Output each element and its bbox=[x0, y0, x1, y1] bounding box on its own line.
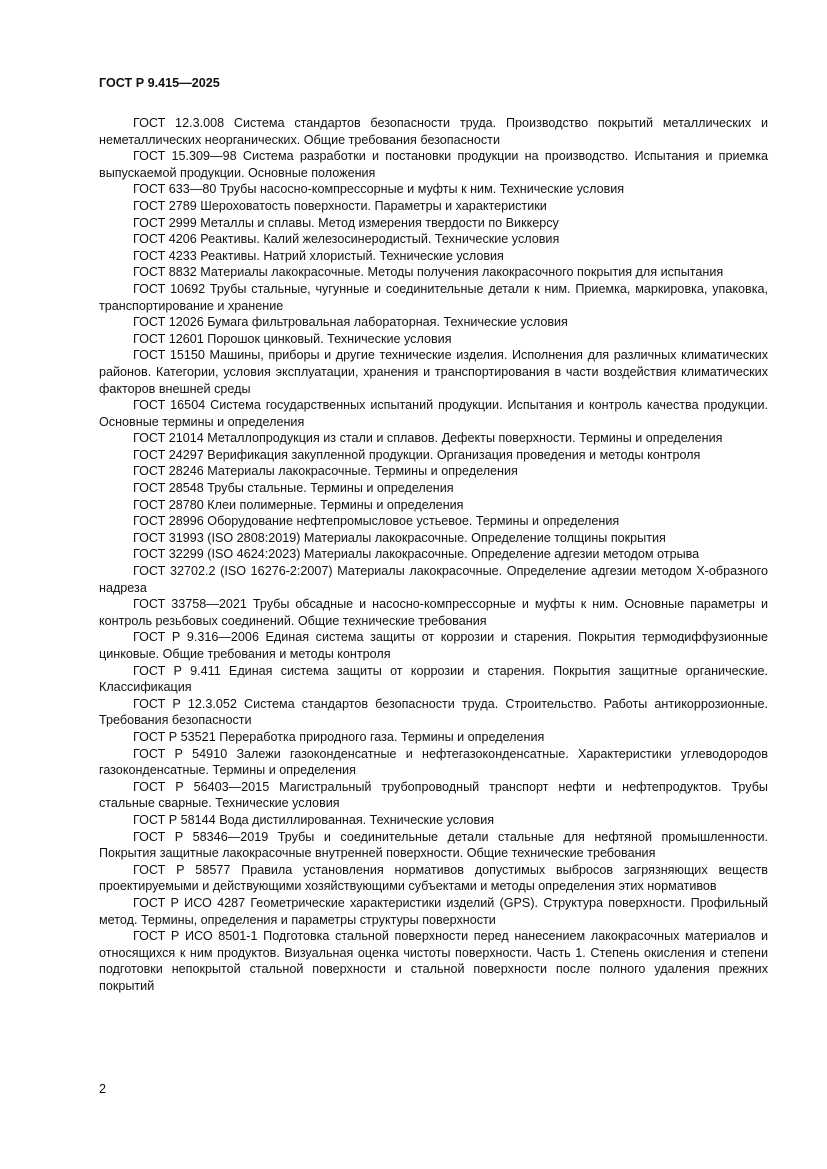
reference-entry: ГОСТ 28246 Материалы лакокрасочные. Термины и определения bbox=[133, 464, 518, 479]
reference-entry: ГОСТ Р 9.411 Единая система защиты от коррозии и старения. Покрытия защитные органические. Классификация bbox=[99, 663, 768, 695]
page-number: 2 bbox=[99, 1082, 107, 1096]
reference-entry: ГОСТ 15.309—98 Система разработки и постановки продукции на производство. Испытания и приемка выпускаемой продукции. Основные положения bbox=[99, 149, 768, 180]
reference-entry: ГОСТ Р 53521 Переработка природного газа. Термины и определения bbox=[133, 729, 545, 744]
reference-entry: ГОСТ 12601 Порошок цинковый. Технические условия bbox=[133, 331, 452, 346]
reference-entry: ГОСТ 21014 Металлопродукция из стали и сплавов. Дефекты поверхности. Термины и определения bbox=[133, 431, 723, 446]
reference-entry: ГОСТ 28996 Оборудование нефтепромысловое устьевое. Термины и определения bbox=[133, 514, 620, 529]
reference-entry: ГОСТ Р 58144 Вода дистиллированная. Технические условия bbox=[133, 812, 495, 827]
reference-entry: ГОСТ 32299 (ISO 4624:2023) Материалы лакокрасочные. Определение адгезии методом отрыва bbox=[133, 547, 700, 562]
reference-entry: ГОСТ 28780 Клеи полимерные. Термины и определения bbox=[133, 497, 464, 512]
reference-entry: ГОСТ 10692 Трубы стальные, чугунные и соединительные детали к ним. Приемка, маркировка, упаковка, транспортирование и хранение bbox=[99, 281, 768, 313]
reference-entry: ГОСТ 2999 Металлы и сплавы. Метод измерения твердости по Виккерсу bbox=[133, 215, 559, 230]
reference-entry: ГОСТ 8832 Материалы лакокрасочные. Методы получения лакокрасочного покрытия для испытания bbox=[133, 265, 724, 280]
reference-entry: ГОСТ 12.3.008 Система стандартов безопасности труда. Производство покрытий металлических и неметаллических неорганических. Общие требования безопасности bbox=[99, 116, 768, 147]
reference-entry: ГОСТ Р ИСО 8501-1 Подготовка стальной поверхности перед нанесением лакокрасочных материалов и относящихся к ним продуктов. Визуальная оценка чистоты поверхности. Часть 1. Степень окисления и степени подготовки непокрытой стальной поверхности и стальной поверхности после полного удаления прежних покрытий bbox=[99, 929, 768, 993]
reference-entry: ГОСТ 31993 (ISO 2808:2019) Материалы лакокрасочные. Определение толщины покрытия bbox=[133, 530, 666, 545]
reference-entry: ГОСТ 15150 Машины, приборы и другие технические изделия. Исполнения для различных климатических районов. Категории, условия эксплуатации, хранения и транспортирования в части воздействия климатических факторов внешней среды bbox=[99, 348, 768, 396]
reference-entry: ГОСТ 4206 Реактивы. Калий железосинеродистый. Технические условия bbox=[133, 232, 560, 247]
reference-entry: ГОСТ Р 58577 Правила установления нормативов допустимых выбросов загрязняющих веществ проектируемыми и действующими хозяйствующими субъектами и методы определения этих нормативов bbox=[99, 862, 768, 894]
reference-entry: ГОСТ 28548 Трубы стальные. Термины и определения bbox=[133, 481, 454, 496]
reference-entry: ГОСТ 12026 Бумага фильтровальная лабораторная. Технические условия bbox=[133, 315, 568, 330]
reference-entry: ГОСТ Р 9.316—2006 Единая система защиты от коррозии и старения. Покрытия термодиффузионные цинковые. Общие требования и методы контроля bbox=[99, 630, 768, 661]
reference-entry: ГОСТ Р ИСО 4287 Геометрические характеристики изделий (GPS). Структура поверхности. Профильный метод. Термины, определения и параметры структуры поверхности bbox=[99, 895, 768, 927]
reference-entry: ГОСТ 16504 Система государственных испытаний продукции. Испытания и контроль качества продукции. Основные термины и определения bbox=[99, 398, 768, 429]
reference-entry: ГОСТ 32702.2 (ISO 16276-2:2007) Материалы лакокрасочные. Определение адгезии методом Х-образного надреза bbox=[99, 564, 768, 595]
reference-entry: ГОСТ Р 54910 Залежи газоконденсатные и нефтегазоконденсатные. Характеристики углеводородов газоконденсатные. Термины и определения bbox=[99, 746, 768, 778]
reference-entry: ГОСТ Р 58346—2019 Трубы и соединительные детали стальные для нефтяной промышленности. Покрытия защитные лакокрасочные внутренней поверхности. Общие технические требования bbox=[99, 829, 768, 861]
reference-entry: ГОСТ Р 56403—2015 Магистральный трубопроводный транспорт нефти и нефтепродуктов. Трубы стальные сварные. Технические условия bbox=[99, 779, 768, 811]
reference-entry: ГОСТ 4233 Реактивы. Натрий хлористый. Технические условия bbox=[133, 248, 504, 263]
reference-entry: ГОСТ 2789 Шероховатость поверхности. Параметры и характеристики bbox=[133, 198, 547, 213]
reference-entry: ГОСТ Р 12.3.052 Система стандартов безопасности труда. Строительство. Работы антикоррозионные. Требования безопасности bbox=[99, 696, 768, 728]
reference-entry: ГОСТ 33758—2021 Трубы обсадные и насосно-компрессорные и муфты к ним. Основные параметры и контроль резьбовых соединений. Общие технические требования bbox=[99, 597, 768, 628]
reference-entry: ГОСТ 24297 Верификация закупленной продукции. Организация проведения и методы контроля bbox=[133, 447, 701, 462]
reference-entry: ГОСТ 633—80 Трубы насосно-компрессорные и муфты к ним. Технические условия bbox=[133, 182, 625, 197]
document-code-header: ГОСТ Р 9.415—2025 bbox=[99, 76, 220, 90]
normative-references-list bbox=[99, 115, 768, 994]
